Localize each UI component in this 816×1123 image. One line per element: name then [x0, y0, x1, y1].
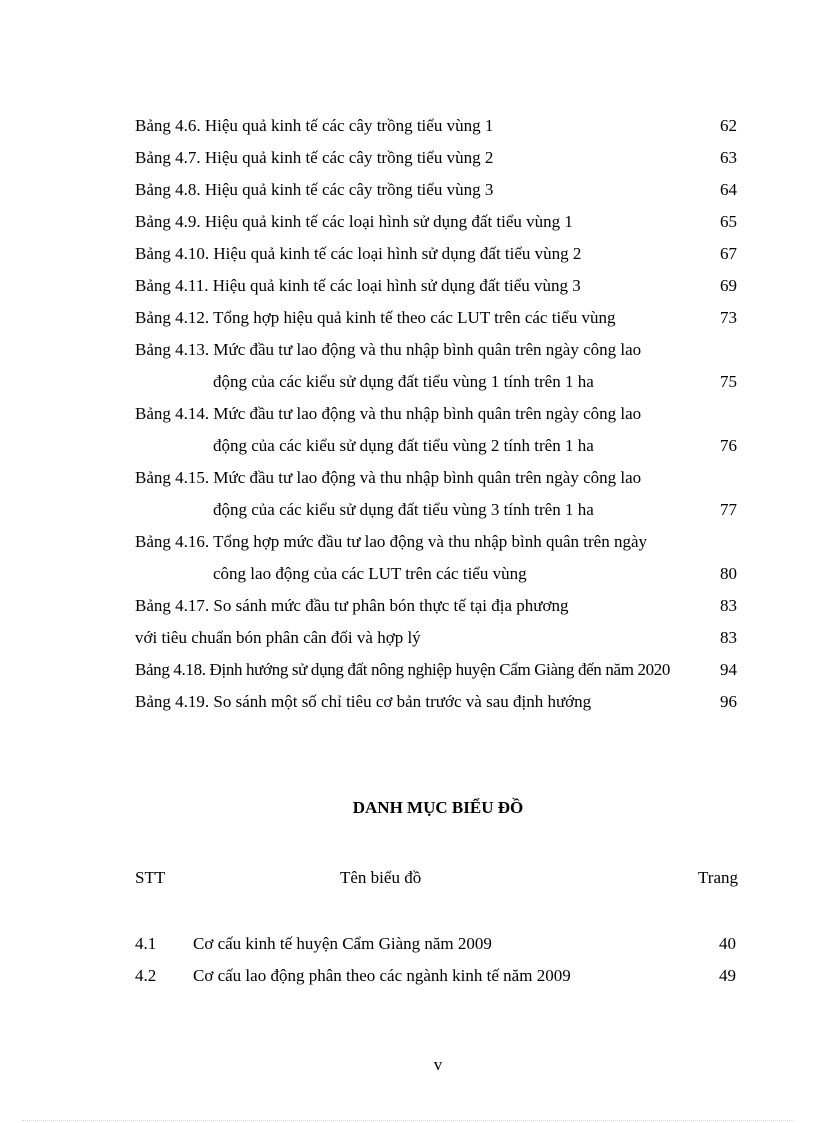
page-divider — [22, 1120, 794, 1121]
item-page: 49 — [719, 966, 736, 985]
entry-title: Bảng 4.10. Hiệu quả kinh tế các loại hình sử dụng đất tiểu vùng 2 — [135, 244, 582, 263]
entry-title: động của các kiểu sử dụng đất tiểu vùng 1 tính trên 1 ha — [213, 372, 594, 391]
entry-page: 65 — [720, 212, 737, 231]
entry-title: Bảng 4.7. Hiệu quả kinh tế các cây trồng tiểu vùng 2 — [135, 148, 494, 167]
entry-title: với tiêu chuẩn bón phân cân đối và hợp lý — [135, 628, 421, 647]
entry-page: 96 — [720, 692, 737, 711]
section-title: DANH MỤC BIỂU ĐỒ — [352, 798, 524, 817]
list-item — [135, 430, 739, 462]
entry-title: công lao động của các LUT trên các tiểu vùng — [213, 564, 527, 583]
entry-title: Bảng 4.6. Hiệu quả kinh tế các cây trồng tiểu vùng 1 — [135, 116, 494, 135]
entry-title: Bảng 4.15. Mức đầu tư lao động và thu nhập bình quân trên ngày công lao — [135, 468, 642, 487]
entry-title: Bảng 4.19. So sánh một số chỉ tiêu cơ bản trước và sau định hướng — [135, 692, 592, 711]
item-name: Cơ cấu kinh tế huyện Cẩm Giàng năm 2009 — [193, 934, 492, 953]
list-item — [135, 334, 739, 366]
entry-page: 76 — [720, 436, 737, 455]
list-item — [135, 110, 739, 142]
list-item — [135, 462, 739, 494]
list-item — [135, 270, 739, 302]
list-item — [135, 142, 739, 174]
list-item — [135, 558, 739, 590]
list-item — [135, 366, 739, 398]
entry-page: 62 — [720, 116, 737, 135]
column-header-name: Tên biểu đồ — [340, 868, 422, 887]
list-item — [135, 238, 739, 270]
entry-title: Bảng 4.16. Tổng hợp mức đầu tư lao động và thu nhập bình quân trên ngày — [135, 532, 647, 551]
chart-list — [135, 928, 739, 992]
entry-page: 83 — [720, 628, 737, 647]
entry-title: Bảng 4.12. Tổng hợp hiệu quả kinh tế theo các LUT trên các tiểu vùng — [135, 308, 616, 327]
column-header-page: Trang — [698, 868, 738, 887]
table-list — [135, 110, 739, 718]
page-number: v — [433, 1055, 443, 1074]
entry-page: 63 — [720, 148, 737, 167]
entry-title: Bảng 4.8. Hiệu quả kinh tế các cây trồng tiểu vùng 3 — [135, 180, 494, 199]
list-item — [135, 622, 739, 654]
list-item — [135, 174, 739, 206]
entry-page: 83 — [720, 596, 737, 615]
entry-title: Bảng 4.14. Mức đầu tư lao động và thu nhập bình quân trên ngày công lao — [135, 404, 642, 423]
entry-title: Bảng 4.17. So sánh mức đầu tư phân bón thực tế tại địa phương — [135, 596, 569, 615]
list-item — [135, 526, 739, 558]
entry-page: 67 — [720, 244, 737, 263]
list-item — [135, 686, 739, 718]
entry-page: 73 — [720, 308, 737, 327]
item-number: 4.2 — [135, 966, 157, 985]
list-item — [135, 494, 739, 526]
entry-page: 80 — [720, 564, 737, 583]
list-item — [135, 398, 739, 430]
entry-page: 64 — [720, 180, 737, 199]
item-name: Cơ cấu lao động phân theo các ngành kinh tế năm 2009 — [193, 966, 571, 985]
list-item — [135, 960, 739, 992]
list-item — [135, 590, 739, 622]
list-item — [135, 928, 739, 960]
list-item — [135, 654, 739, 686]
entry-page: 75 — [720, 372, 737, 391]
column-header-stt: STT — [135, 868, 166, 887]
entry-title: Bảng 4.9. Hiệu quả kinh tế các loại hình sử dụng đất tiểu vùng 1 — [135, 212, 573, 231]
item-page: 40 — [719, 934, 736, 953]
item-number: 4.1 — [135, 934, 157, 953]
entry-title: Bảng 4.13. Mức đầu tư lao động và thu nhập bình quân trên ngày công lao — [135, 340, 642, 359]
entry-page: 69 — [720, 276, 737, 295]
entry-page: 77 — [720, 500, 737, 519]
entry-title: động của các kiểu sử dụng đất tiểu vùng 2 tính trên 1 ha — [213, 436, 594, 455]
entry-page: 94 — [720, 660, 737, 679]
list-item — [135, 206, 739, 238]
entry-title: Bảng 4.11. Hiệu quả kinh tế các loại hình sử dụng đất tiểu vùng 3 — [135, 276, 581, 295]
entry-title: động của các kiểu sử dụng đất tiểu vùng 3 tính trên 1 ha — [213, 500, 594, 519]
entry-title: Bảng 4.18. Định hướng sử dụng đất nông nghiệp huyện Cẩm Giàng đến năm 2020 — [135, 660, 671, 679]
list-item — [135, 302, 739, 334]
